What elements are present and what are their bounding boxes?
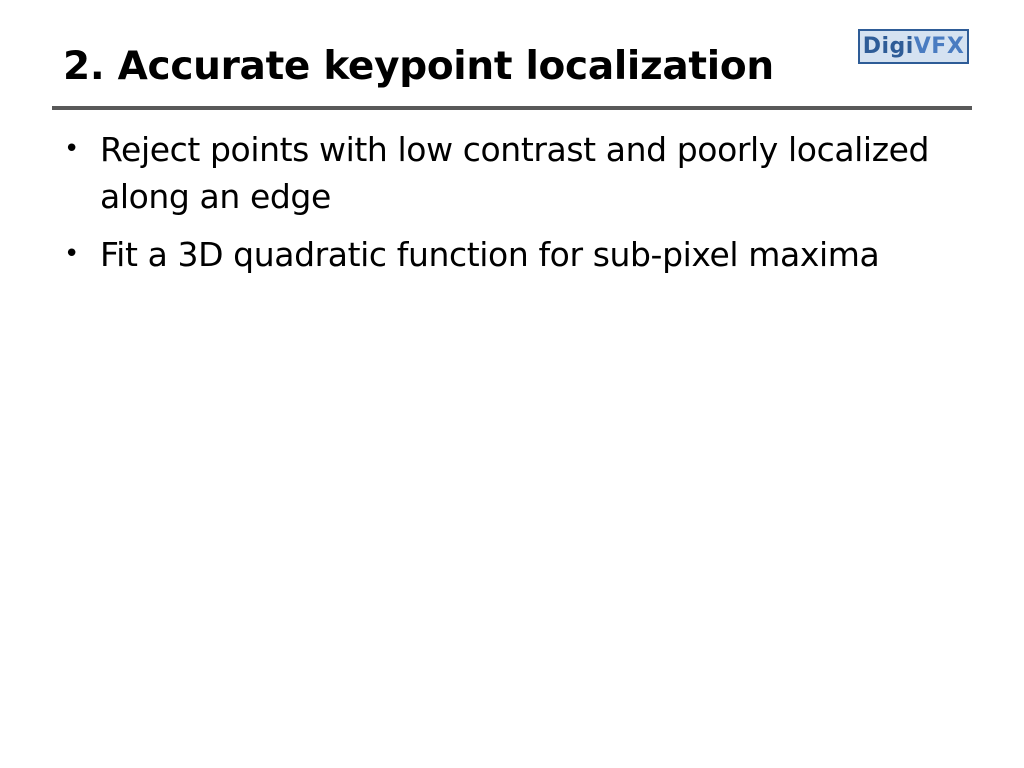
logo-text-digi: Digi (862, 33, 914, 59)
logo-text-vfx: VFX (913, 33, 965, 59)
bullet-list (64, 126, 944, 289)
bullet-text: Reject points with low contrast and poorly localized along an edge (100, 130, 930, 216)
slide-title: 2. Accurate keypoint localization (63, 44, 774, 89)
bullet-item (64, 231, 944, 278)
title-divider (52, 106, 972, 110)
bullet-item (64, 126, 944, 220)
bullet-text: Fit a 3D quadratic function for sub-pixel maxima (100, 235, 880, 274)
bullet-marker: • (64, 134, 79, 164)
bullet-marker: • (64, 239, 79, 269)
digivfx-logo (858, 29, 969, 64)
